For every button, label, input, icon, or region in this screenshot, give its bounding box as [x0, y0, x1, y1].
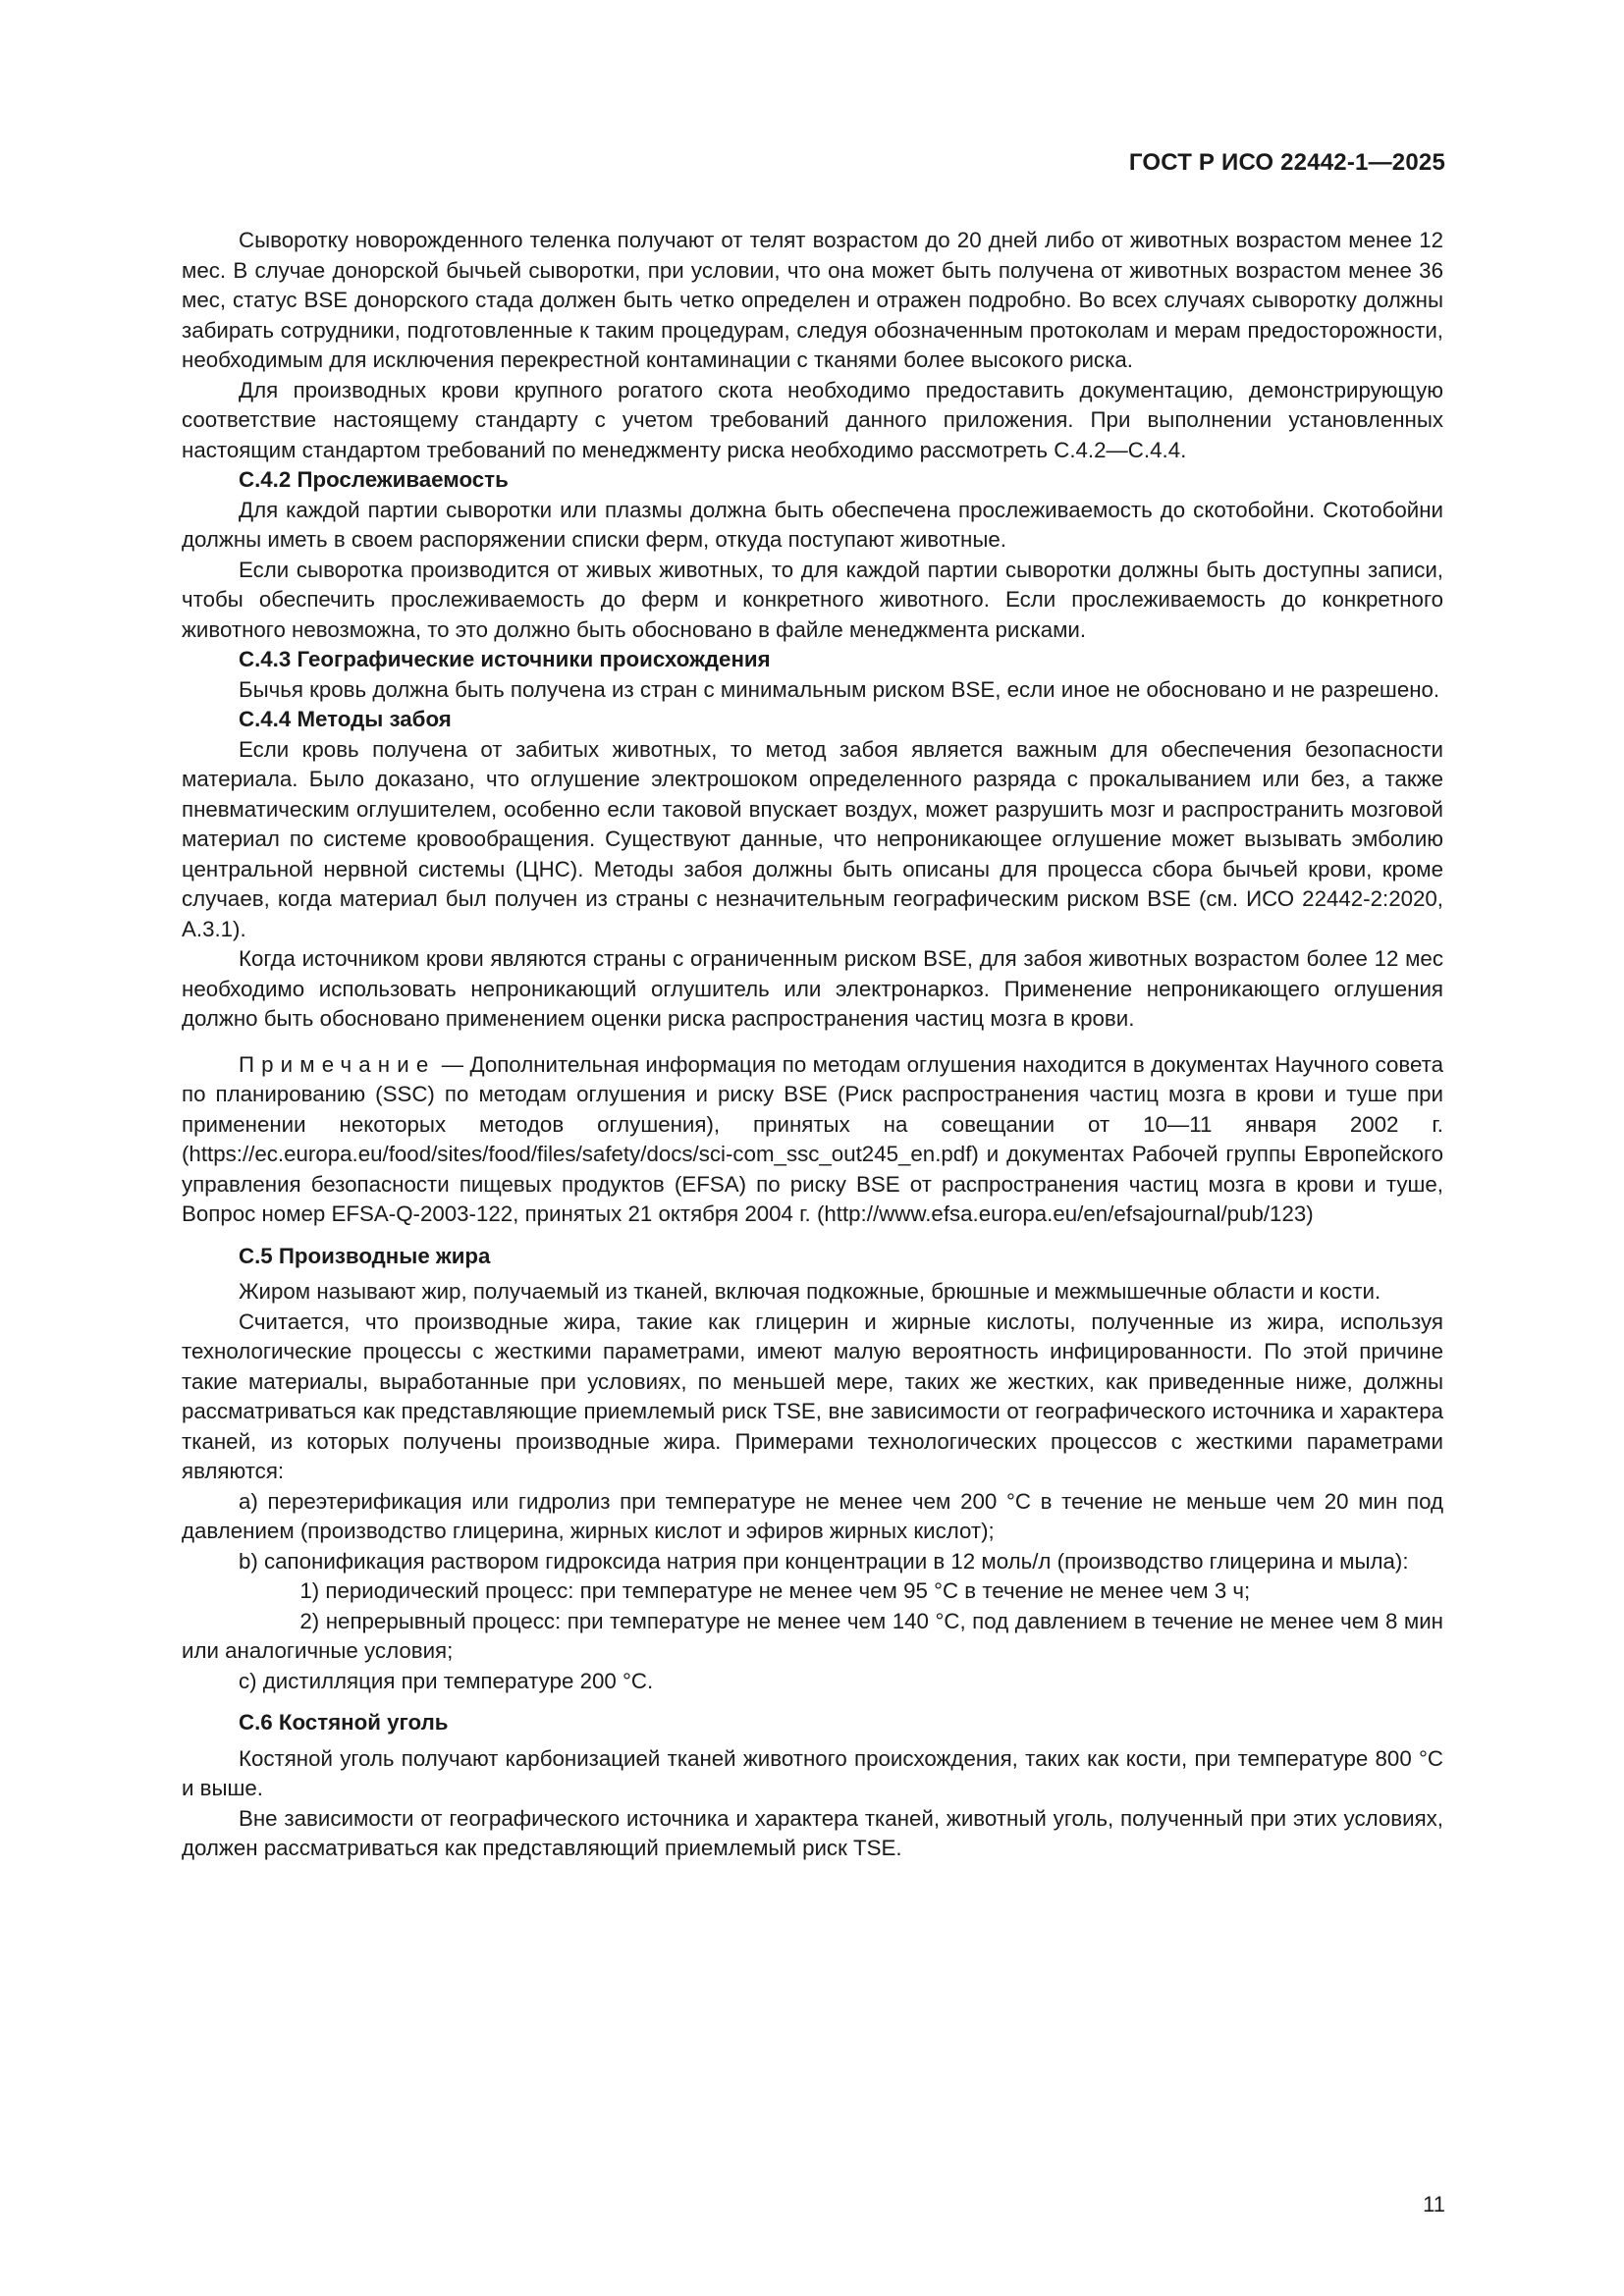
- note-label: Примечание: [238, 1051, 436, 1077]
- paragraph-geographic-sources: Бычья кровь должна быть получена из стран с минимальным риском BSE, если иное не обосновано и не разрешено.: [238, 676, 1440, 702]
- note-paragraph: [182, 1050, 1443, 1230]
- note-text: — Дополнительная информация по методам оглушения находится в документах Научного совета по планированию (SSC) по методам оглушения и риску BSE (Риск распространения частиц мозга в крови и туше при применении некоторых методов оглушения), принятых на совещании от 10—11 января 2002 г. (https://ec.europa.eu/food/sites/food/files/safety/docs/sci-com_ssc_out245_en.pdf) и документах Рабочей группы Европейского управления безопасности пищевых продуктов (EFSA) по риску BSE от распространения частиц мозга в крови и туше, Вопрос номер EFSA-Q-2003-122, принятых 21 октября 2004 г. (http://www.efsa.europa.eu/en/efsajournal/pub/123): [182, 1051, 1443, 1226]
- paragraph-calf-serum: Сыворотку новорожденного теленка получают от телят возрастом до 20 дней либо от животных возрастом менее 12 мес. В случае донорской бычьей сыворотки, при условии, что она может быть получена от животных возрастом менее 36 мес, статус BSE донорского стада должен быть четко определен и отражен подробно. Во всех случаях сыворотку должны забирать сотрудники, подготовленные к таким процедурам, следуя обозначенным протоколам и мерам предосторожности, необходимым для исключения перекрестной контаминации с тканями более высокого риска.: [182, 228, 1443, 372]
- heading-c-6: С.6 Костяной уголь: [238, 1710, 449, 1735]
- paragraph-fat-derivatives: Считается, что производные жира, такие как глицерин и жирные кислоты, полученные из жира, используя технологические процессы с жесткими параметрами, имеют малую вероятность инфицированности. По этой причине такие материалы, выработанные при условиях, по меньшей мере, таких же жестких, как приведенные ниже, должны рассматриваться как представляющие приемлемый риск TSE, вне зависимости от географического источника и характера тканей, из которых получены производные жира. Примерами технологических процессов с жесткими параметрами являются:: [182, 1308, 1443, 1483]
- document-body: [182, 226, 1443, 1864]
- paragraph-blood-derivatives: Для производных крови крупного рогатого скота необходимо предоставить документацию, демонстрирующую соответствие настоящему стандарту с учетом требований данного приложения. При выполнении установленных настоящим стандартом требований по менеджменту риска необходимо рассмотреть С.4.2—С.4.4.: [182, 377, 1443, 462]
- paragraph-bone-char-2: Вне зависимости от географического источника и характера тканей, животный уголь, полученный при этих условиях, должен рассматриваться как представляющий приемлемый риск TSE.: [182, 1805, 1443, 1860]
- heading-c-5: С.5 Производные жира: [238, 1243, 491, 1268]
- paragraph-slaughter-methods-2: Когда источником крови являются страны с ограниченным риском BSE, для забоя животных возрастом более 12 мес необходимо использовать непроникающий оглушитель или электронаркоз. Применение непроникающего оглушения должно быть обосновано применением оценки риска распространения частиц мозга в крови.: [182, 946, 1443, 1031]
- paragraph-slaughter-methods-1: Если кровь получена от забитых животных, то метод забоя является важным для обеспечения безопасности материала. Было доказано, что оглушение электрошоком определенного разряда с прокалыванием или без, а также пневматическим оглушителем, особенно если таковой впускает воздух, может разрушить мозг и распространить мозговой материал по системе кровообращения. Существуют данные, что непроникающее оглушение может вызывать эмболию центральной нервной системы (ЦНС). Методы забоя должны быть описаны для процесса сбора бычьей крови, кроме случаев, когда материал был получен из страны с незначительным географическим риском BSE (см. ИСО 22442-2:2020, А.3.1).: [182, 736, 1443, 941]
- paragraph-bone-char-1: Костяной уголь получают карбонизацией тканей животного происхождения, таких как кости, при температуре 800 °С и выше.: [182, 1745, 1443, 1800]
- heading-c-4-3: С.4.3 Географические источники происхождения: [238, 647, 771, 671]
- heading-c-4-2: С.4.2 Прослеживаемость: [238, 467, 509, 492]
- paragraph-traceability-1: Для каждой партии сыворотки или плазмы должна быть обеспечена прослеживаемость до скотобойни. Скотобойни должны иметь в своем распоряжении списки ферм, откуда поступают животные.: [182, 497, 1443, 552]
- list-item-b-2: 2) непрерывный процесс: при температуре не менее чем 140 °С, под давлением в течение не менее чем 8 мин или аналогичные условия;: [182, 1608, 1443, 1663]
- paragraph-fat-definition: Жиром называют жир, получаемый из тканей, включая подкожные, брюшные и межмышечные области и кости.: [238, 1279, 1381, 1304]
- list-item-b-1: 1) периодический процесс: при температуре не менее чем 95 °С в течение не менее чем 3 ч;: [299, 1578, 1251, 1603]
- page-number: 11: [1423, 2192, 1445, 2216]
- paragraph-traceability-2: Если сыворотка производится от живых животных, то для каждой партии сыворотки должны быть доступны записи, чтобы обеспечить прослеживаемость до ферм и конкретного животного. Если прослеживаемость до конкретного животного невозможна, то это должно быть обосновано в файле менеджмента рисками.: [182, 557, 1443, 642]
- list-item-c: c) дистилляция при температуре 200 °С.: [238, 1668, 654, 1693]
- list-item-b: b) сапонификация раствором гидроксида натрия при концентрации в 12 моль/л (производство глицерина и мыла):: [238, 1548, 1409, 1574]
- list-item-a: a) переэтерификация или гидролиз при температуре не менее чем 200 °С в течение не меньше чем 20 мин под давлением (производство глицерина, жирных кислот и эфиров жирных кислот);: [182, 1488, 1443, 1543]
- standard-code-header: ГОСТ Р ИСО 22442-1—2025: [1128, 149, 1445, 176]
- heading-c-4-4: С.4.4 Методы забоя: [238, 707, 452, 731]
